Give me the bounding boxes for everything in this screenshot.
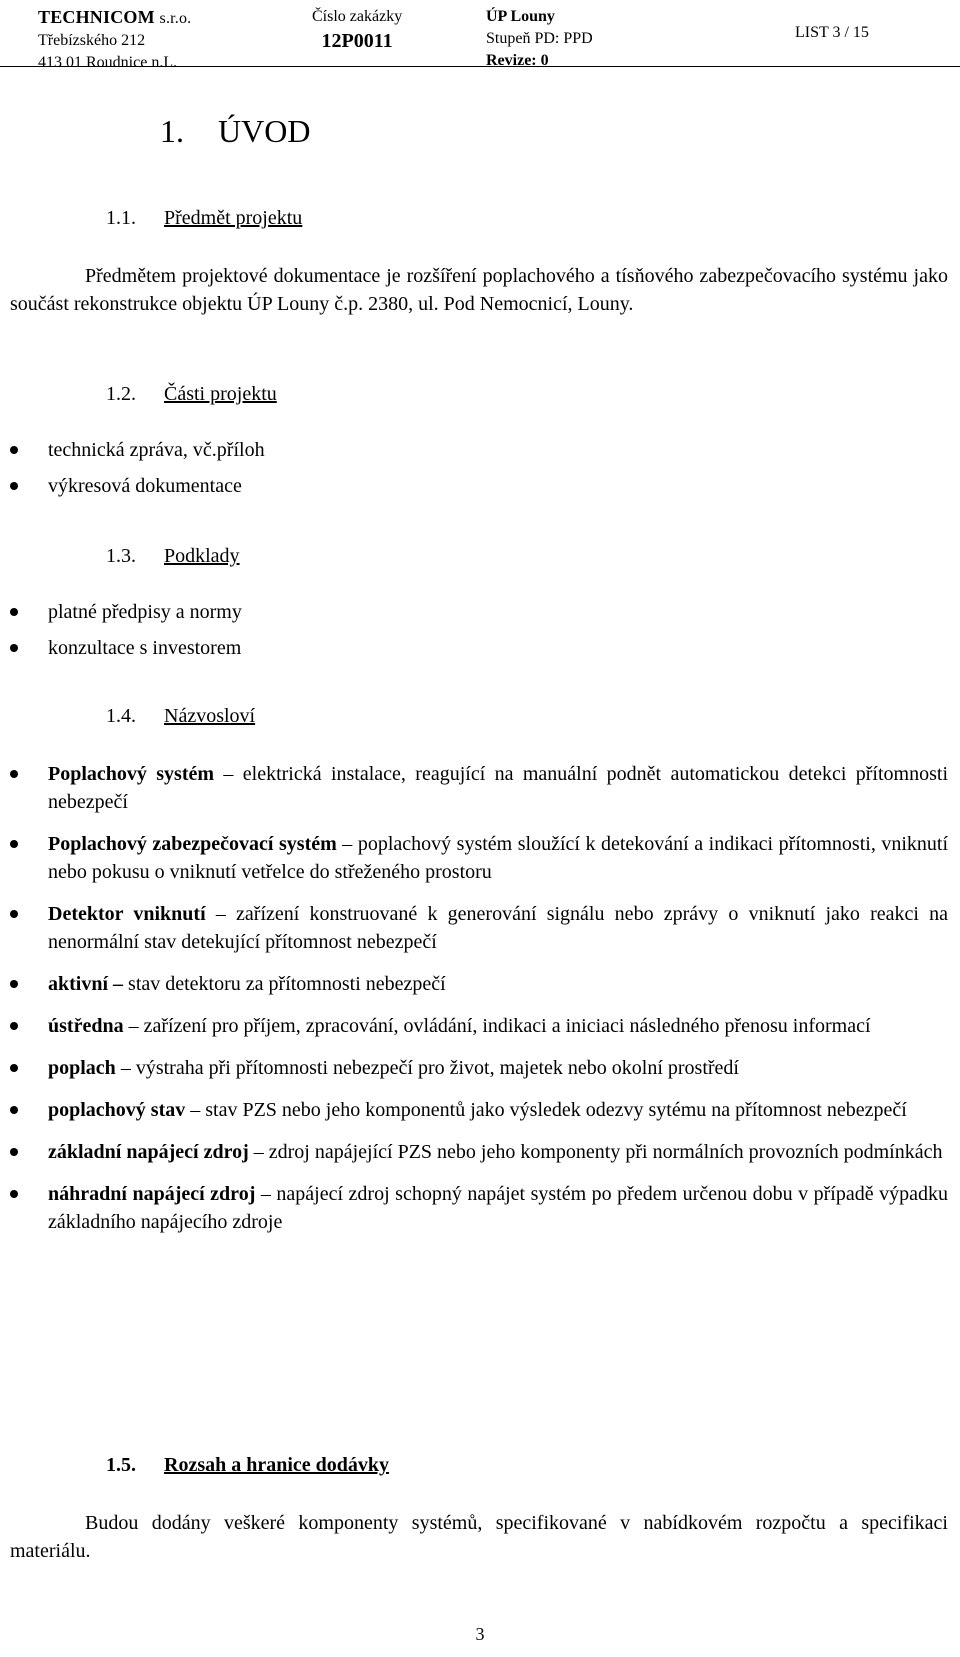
term-dash: – xyxy=(336,833,358,855)
section-heading-1-4 xyxy=(106,705,255,728)
list-item-text: technická zpráva, vč.příloh xyxy=(48,439,265,461)
terminology-list xyxy=(0,760,948,1250)
bullet-icon xyxy=(10,840,18,848)
term-definition: výstraha při přítomnosti nebezpečí pro život, majetek nebo okolní prostředí xyxy=(135,1057,739,1079)
section-title: Rozsah a hranice dodávky xyxy=(164,1454,390,1476)
section-heading-1-1 xyxy=(106,207,302,230)
bullet-icon xyxy=(10,482,18,490)
term-item xyxy=(0,1012,948,1040)
project-block xyxy=(486,6,593,72)
section-1-1-paragraph: Předmětem projektové dokumentace je rozšíření poplachového a tísňového zabezpečovacího systému jako součást rekonstrukce objektu ÚP Louny č.p. 2380, ul. Pod Nemocnicí, Louny. xyxy=(10,265,948,315)
list-item-text: platné předpisy a normy xyxy=(48,601,242,623)
section-1-5-paragraph: Budou dodány veškeré komponenty systémů, specifikované v nabídkovém rozpočtu a specifikaci materiálu. xyxy=(10,1512,948,1562)
term-definition: elektrická instalace, reagující na manuální podnět automatickou detekci přítomnosti nebezpečí xyxy=(48,763,948,813)
term-dash: – xyxy=(248,1141,269,1163)
term-name: ústředna xyxy=(48,1015,124,1037)
section-title: Části projektu xyxy=(164,383,277,405)
term-item xyxy=(0,1180,948,1236)
bullet-icon xyxy=(10,1106,18,1114)
bullet-icon xyxy=(10,1022,18,1030)
bullet-icon xyxy=(10,1148,18,1156)
term-item xyxy=(0,760,948,816)
sheet-number: LIST 3 / 15 xyxy=(795,24,869,41)
bullet-icon xyxy=(10,910,18,918)
term-dash: – xyxy=(214,763,243,785)
section-number: 1.5. xyxy=(106,1454,136,1476)
page-number: 3 xyxy=(475,1624,485,1644)
bullet-icon xyxy=(10,770,18,778)
company-street: Třebízského 212 xyxy=(38,32,146,49)
bullet-icon xyxy=(10,980,18,988)
section-number: 1.1. xyxy=(106,207,136,229)
term-item xyxy=(0,970,948,998)
order-block xyxy=(312,6,402,52)
term-item xyxy=(0,900,948,956)
term-item xyxy=(0,1054,948,1082)
section-number: 1.3. xyxy=(106,545,136,567)
list-item xyxy=(0,634,948,662)
section-title: Názvosloví xyxy=(164,705,256,727)
term-name: Detektor vniknutí xyxy=(48,903,206,925)
term-dash: – xyxy=(123,1015,144,1037)
list-item xyxy=(0,472,948,500)
list-item-text: konzultace s investorem xyxy=(48,637,242,659)
chapter-title xyxy=(160,113,310,150)
term-dash: – xyxy=(205,903,237,925)
list-item-text: výkresová dokumentace xyxy=(48,475,242,497)
bullet-icon xyxy=(10,608,18,616)
term-name: poplach xyxy=(48,1057,116,1079)
term-dash: – xyxy=(185,1099,206,1121)
project-revision: Revize: 0 xyxy=(486,52,549,69)
section-1-3-list xyxy=(0,598,948,670)
term-name: Poplachový zabezpečovací systém xyxy=(48,833,337,855)
term-name: aktivní – xyxy=(48,973,124,995)
term-definition: stav detektoru za přítomnosti nebezpečí xyxy=(128,973,446,995)
chapter-number: 1. xyxy=(160,113,184,149)
term-item xyxy=(0,1096,948,1124)
list-item xyxy=(0,436,948,464)
section-heading-1-5 xyxy=(106,1454,389,1477)
term-definition: stav PZS nebo jeho komponentů jako výsledek odezvy sytému na přítomnost nebezpečí xyxy=(205,1099,907,1121)
bullet-icon xyxy=(10,1190,18,1198)
term-definition: zařízení pro příjem, zpracování, ovládání, indikaci a iniciaci následného přenosu informací xyxy=(143,1015,871,1037)
company-city: 413 01 Roudnice n.L. xyxy=(38,54,178,71)
order-number: 12P0011 xyxy=(321,30,393,52)
term-name: Poplachový systém xyxy=(48,763,215,785)
term-name: základní napájecí zdroj xyxy=(48,1141,249,1163)
bullet-icon xyxy=(10,1064,18,1072)
project-stage: Stupeň PD: PPD xyxy=(486,30,593,47)
term-name: poplachový stav xyxy=(48,1099,186,1121)
term-definition: poplachový systém sloužící k detekování a indikaci přítomnosti, vniknutí nebo pokusu o vniknutí vetřelce do střeženého prostoru xyxy=(48,833,949,883)
list-item xyxy=(0,598,948,626)
term-name: náhradní napájecí zdroj xyxy=(48,1183,256,1205)
term-item xyxy=(0,830,948,886)
company-block xyxy=(38,6,191,74)
section-heading-1-3 xyxy=(106,545,240,568)
term-item xyxy=(0,1138,948,1166)
section-title: Předmět projektu xyxy=(164,207,303,229)
order-label: Číslo zakázky xyxy=(312,8,403,25)
term-definition: zařízení konstruované k generování signálu nebo zprávy o vniknutí jako reakci na nenormální stav detekující přítomnost nebezpečí xyxy=(48,903,949,953)
section-number: 1.4. xyxy=(106,705,136,727)
section-1-2-list xyxy=(0,436,948,508)
chapter-text: ÚVOD xyxy=(218,113,311,149)
company-suffix: s.r.o. xyxy=(159,10,192,27)
term-dash: – xyxy=(255,1183,277,1205)
term-definition: zdroj napájející PZS nebo jeho komponenty při normálních provozních podmínkách xyxy=(268,1141,943,1163)
section-heading-1-2 xyxy=(106,383,277,406)
project-name: ÚP Louny xyxy=(486,8,555,25)
company-name: TECHNICOM xyxy=(38,7,155,27)
header-divider xyxy=(0,66,960,67)
bullet-icon xyxy=(10,446,18,454)
page-header xyxy=(0,0,960,70)
section-title: Podklady xyxy=(164,545,240,567)
term-dash: – xyxy=(115,1057,136,1079)
term-definition: napájecí zdroj schopný napájet systém po předem určenou dobu v případě výpadku základního napájecího zdroje xyxy=(48,1183,948,1233)
bullet-icon xyxy=(10,644,18,652)
section-number: 1.2. xyxy=(106,383,136,405)
